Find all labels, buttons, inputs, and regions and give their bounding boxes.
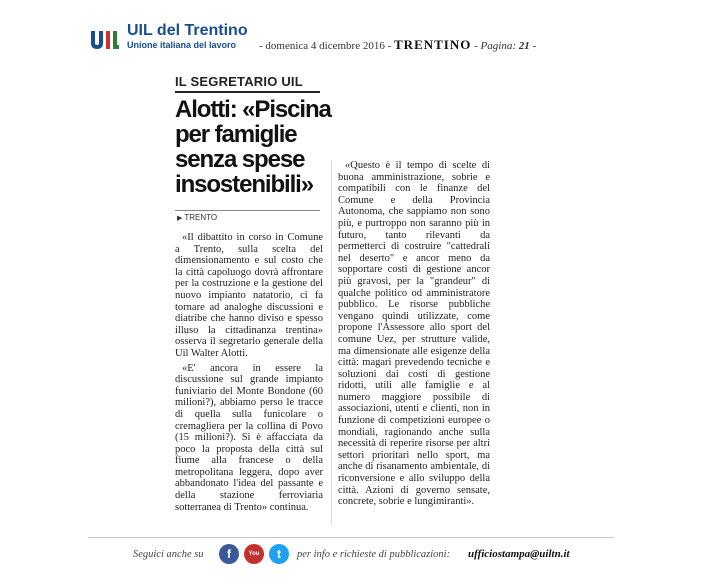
triangle-icon: ▶ xyxy=(177,215,183,222)
org-name: UIL del Trentino xyxy=(127,22,248,39)
dateline xyxy=(177,213,217,222)
page-footer xyxy=(0,540,702,570)
pub-date: - domenica 4 dicembre 2016 - xyxy=(259,40,392,52)
email-link[interactable]: ufficiostampa@uiltn.it xyxy=(468,548,570,560)
headline-line: senza spese xyxy=(175,146,305,173)
footer-divider xyxy=(88,537,614,538)
publication-info xyxy=(259,37,536,53)
org-subtitle: Unione italiana del lavoro xyxy=(127,40,237,50)
headline-line: Alotti: «Piscina xyxy=(175,96,331,123)
article-kicker: IL SEGRETARIO UIL xyxy=(175,74,303,89)
follow-text: Seguici anche su xyxy=(133,549,204,560)
headline-line: insostenibili» xyxy=(175,171,313,198)
kicker-divider xyxy=(175,91,320,93)
page-label: - Pagina: xyxy=(474,40,516,52)
article-headline xyxy=(175,96,331,198)
dateline-text: TRENTO xyxy=(184,213,218,222)
newspaper-name: TRENTINO xyxy=(394,37,472,52)
column-divider xyxy=(331,160,332,525)
paragraph: «Questo è il tempo di scelte di buona amministrazione, sobrie e compatibili con le finanze del Comune e della Provincia Autonoma, che sappiamo non sono più, e purtroppo non saranno più in futuro, tanto rilevanti da permetterci di costruire "cattedrali nel deserto" e ancor meno da sopportare costi di gestione ancor più gravosi, per la "grandeur" di qualche politico od amministratore pubblico. Le risorse pubbliche vengano quindi utilizzate, come propone l'Assessore allo sport del comune Uez, per strutture valide, ma dimensionate alle esigenze della città: magari prevedendo tecniche e soluzioni dai costi di gestione ridotti, utili alle famiglie e al numero maggiore possibile di associazioni, utenti e clienti, non in funzione di competizioni europee o mondiali, ragionando anche sulla necessità di reperire risorse per altri settori prioritari nello sport, ma anche di risanamento ambientale, di riconversione e allo sviluppo della città. Azioni di governo sensate, concrete, sobrie e lungimiranti». xyxy=(338,160,490,508)
article-column-left xyxy=(175,232,323,516)
paragraph: «E' ancora in essere la discussione sul grande impianto funiviario del Monte Bondone (60 milioni?), abbiamo perso le tracce di quella sulla funicolare o cremagliera per la collina di Povo (15 milioni?). Si è affacciata da poco la proposta della città sul fiume alla francese o della metropolitana leggera, dopo aver abbandonato l'idea del passante e della stazione ferroviaria sotterranea di Trento» continua. xyxy=(175,362,323,513)
twitter-icon[interactable]: t xyxy=(269,544,289,564)
headline-line: per famiglie xyxy=(175,121,297,148)
page-suffix: - xyxy=(532,40,537,52)
dateline-divider xyxy=(175,210,320,211)
article-column-right xyxy=(338,160,490,511)
facebook-icon[interactable]: f xyxy=(219,544,239,564)
page-header xyxy=(0,0,702,58)
paragraph: «Il dibattito in corso in Comune a Trento, sulla scelta del dimensionamento e sul costo che la città capoluogo dovrà affrontare per la costruzione e la gestione del nuovo impianto natatorio, ci fa tornare ad analoghe discussioni e diatribe che hanno diviso e spesso illuso la cittadinanza trentina» osserva il segretario generale della Uil Walter Alotti. xyxy=(175,232,323,359)
contact-text: per info e richieste di pubblicazioni: xyxy=(297,549,451,560)
page-info xyxy=(474,40,536,52)
youtube-icon[interactable]: You xyxy=(244,544,264,564)
page-number: 21 xyxy=(518,40,530,52)
uil-logo-icon xyxy=(88,27,120,51)
